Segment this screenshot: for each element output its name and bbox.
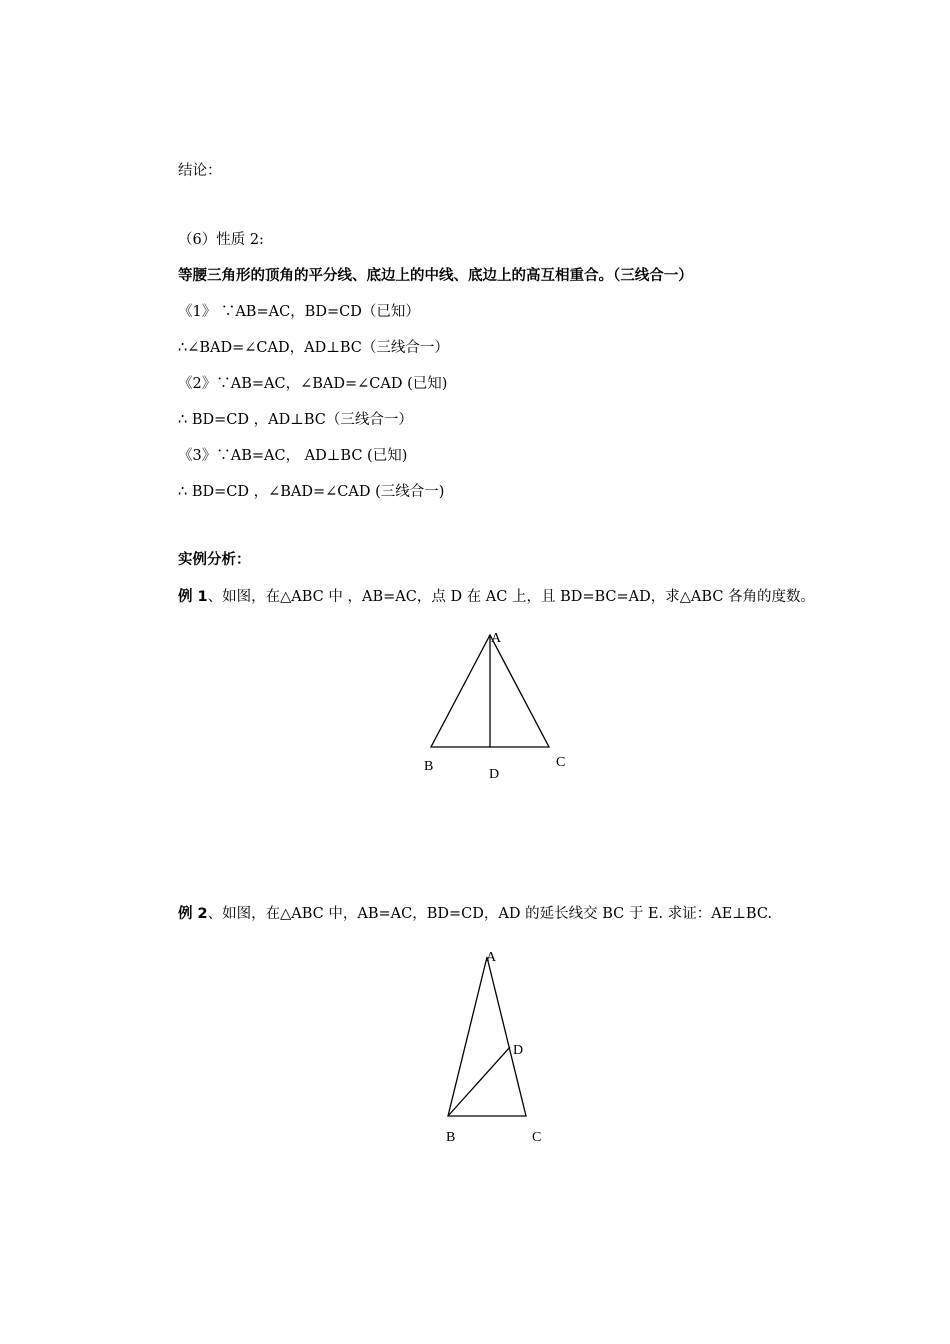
case-2-given: 《2》∵AB=AC，∠BAD=∠CAD (已知) [178, 376, 448, 392]
triangle-abc [448, 957, 526, 1116]
vertex-label-b: B [424, 759, 434, 774]
segment-bd [448, 1047, 510, 1116]
property-statement: 等腰三角形的顶角的平分线、底边上的中线、底边上的高互相重合。（三线合一） [178, 268, 693, 284]
example-2-label: 例 2 [178, 906, 208, 922]
vertex-label-b: B [446, 1130, 456, 1145]
vertex-label-c: C [532, 1130, 542, 1145]
case-1-result: ∴∠BAD=∠CAD，AD⊥BC（三线合一） [178, 340, 449, 356]
example-1-figure [415, 625, 585, 785]
analysis-heading: 实例分析： [178, 552, 251, 568]
property-heading: （6）性质 2: [178, 232, 264, 248]
case-3-result: ∴ BD=CD ，∠BAD=∠CAD (三线合一) [178, 484, 445, 500]
case-3-given: 《3》∵AB=AC， AD⊥BC (已知) [178, 448, 408, 464]
example-1-line [178, 587, 815, 607]
example-2-line [178, 904, 772, 924]
case-1-given: 《1》 ∵AB=AC，BD=CD（已知） [178, 304, 420, 320]
example-1-text: 、如图，在△ABC 中 ，AB=AC，点 D 在 AC 上，且 BD=BC=AD，求△ABC 各角的度数。 [207, 589, 816, 605]
case-2-result: ∴ BD=CD ，AD⊥BC（三线合一） [178, 412, 413, 428]
vertex-label-c: C [556, 755, 566, 770]
vertex-label-d: D [489, 767, 500, 782]
example-2-figure [430, 945, 560, 1150]
vertex-label-d: D [513, 1043, 524, 1058]
example-1-label: 例 1 [178, 589, 208, 605]
conclusion-label: 结论： [178, 163, 222, 179]
vertex-label-a: A [486, 950, 497, 965]
example-2-text: 、如图，在△ABC 中，AB=AC，BD=CD，AD 的延长线交 BC 于 E. 求证：AE⊥BC. [207, 906, 773, 922]
vertex-label-a: A [491, 631, 502, 646]
